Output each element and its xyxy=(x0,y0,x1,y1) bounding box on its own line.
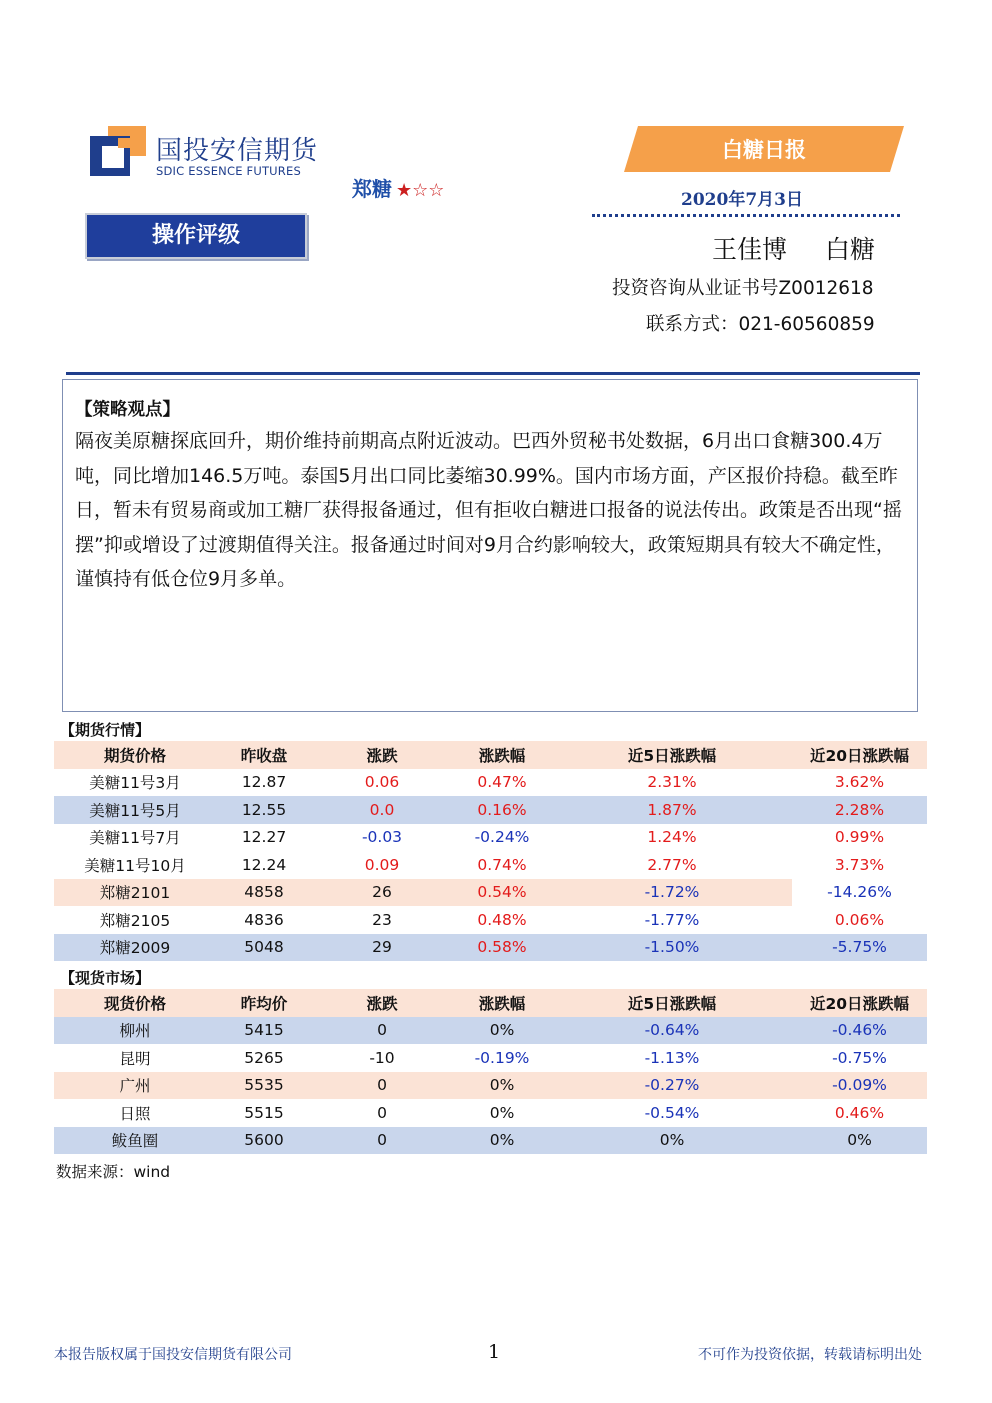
column-header: 涨跌幅 xyxy=(478,746,526,765)
change-pct: 0.47% xyxy=(477,773,527,792)
change-pct: 0.48% xyxy=(477,910,527,929)
change-5d: 0% xyxy=(659,1131,685,1150)
futures-header-row xyxy=(54,741,927,769)
table-row xyxy=(54,1017,927,1045)
table-row xyxy=(54,906,927,934)
company-name-en: SDIC ESSENCE FUTURES xyxy=(156,164,301,178)
header-divider xyxy=(66,372,920,375)
company-logo xyxy=(88,124,318,180)
prev-close: 5048 xyxy=(244,938,284,957)
table-row xyxy=(54,1044,927,1072)
change: -10 xyxy=(369,1048,395,1067)
change: 0 xyxy=(377,1103,387,1122)
contact-info: 联系方式：021-60560859 xyxy=(646,314,875,335)
prev-close: 12.27 xyxy=(241,828,287,847)
change-20d: -0.75% xyxy=(832,1048,887,1067)
company-name-cn: 国投安信期货 xyxy=(156,136,319,166)
author-name: 王佳博 xyxy=(712,235,788,264)
market-name: 柳州 xyxy=(119,1022,151,1041)
prev-avg: 5535 xyxy=(244,1076,284,1095)
change-pct: -0.19% xyxy=(474,1048,530,1067)
column-header: 近5日涨跌幅 xyxy=(627,994,717,1013)
table-row xyxy=(54,1099,927,1127)
prev-close: 12.87 xyxy=(241,773,287,792)
table-row xyxy=(54,1072,927,1100)
footer-copyright: 本报告版权属于国投安信期货有限公司 xyxy=(54,1347,292,1363)
author-line xyxy=(712,230,875,266)
table-row xyxy=(54,769,927,797)
table-row xyxy=(54,824,927,852)
change: 23 xyxy=(372,910,392,929)
prev-avg: 5265 xyxy=(244,1048,284,1067)
change-20d: -0.46% xyxy=(832,1021,887,1040)
change-5d: -1.13% xyxy=(644,1048,700,1067)
sector-name: 白糖 xyxy=(825,235,876,264)
change-pct: 0% xyxy=(489,1131,515,1150)
change-5d: 2.77% xyxy=(647,855,697,874)
change-5d: -0.64% xyxy=(644,1021,700,1040)
table-row xyxy=(54,934,927,962)
contract-name: 美糖11号10月 xyxy=(84,856,186,875)
prev-close: 12.24 xyxy=(241,855,287,874)
column-header: 近20日涨跌幅 xyxy=(809,746,910,765)
contract-name: 美糖11号5月 xyxy=(89,801,181,820)
change-20d: 0.99% xyxy=(834,828,885,847)
change-5d: -0.54% xyxy=(644,1103,700,1122)
spot-table xyxy=(54,989,927,1154)
rating-stars: ★☆☆ xyxy=(396,180,445,201)
product-rating xyxy=(352,173,444,202)
change-pct: 0.16% xyxy=(477,800,527,819)
change-pct: 0% xyxy=(489,1103,515,1122)
operation-rating-label: 操作评级 xyxy=(85,213,307,259)
dotted-divider xyxy=(592,214,900,217)
footer-disclaimer: 不可作为投资依据，转载请标明出处 xyxy=(698,1347,922,1363)
strategy-box xyxy=(62,379,918,712)
data-source: 数据来源：wind xyxy=(56,1163,171,1181)
change-pct: 0% xyxy=(489,1076,515,1095)
certificate-number: 投资咨询从业证书号Z0012618 xyxy=(612,278,874,299)
change: 26 xyxy=(372,883,392,902)
change-20d: 3.73% xyxy=(834,855,885,874)
prev-avg: 5515 xyxy=(244,1103,284,1122)
contract-name: 郑糖2101 xyxy=(99,884,171,903)
contract-name: 郑糖2009 xyxy=(99,939,171,958)
table-row xyxy=(54,796,927,824)
table-row xyxy=(54,879,927,907)
column-header: 涨跌幅 xyxy=(478,994,526,1013)
strategy-heading: 【策略观点】 xyxy=(75,400,180,420)
contract-name: 美糖11号7月 xyxy=(89,829,181,848)
change: 29 xyxy=(372,938,392,957)
change-20d: -5.75% xyxy=(832,938,887,957)
column-header: 现货价格 xyxy=(103,994,166,1013)
change-pct: 0% xyxy=(489,1021,515,1040)
report-type: 白糖日报 xyxy=(722,138,806,162)
column-header: 近20日涨跌幅 xyxy=(809,994,910,1013)
prev-avg: 5600 xyxy=(244,1131,284,1150)
change: -0.03 xyxy=(361,828,403,847)
market-name: 日照 xyxy=(119,1104,151,1123)
strategy-text: 隔夜美原糖探底回升，期价维持前期高点附近波动。巴西外贸秘书处数据，6月出口食糖300.4万吨，同比增加146.5万吨。泰国5月出口同比萎缩30.99%。国内市场方面，产区报价持稳。截至昨日，暂未有贸易商或加工糖厂获得报备通过，但有拒收白糖进口报备的说法传出。政策是否出现“摇摆”抑或增设了过渡期值得关注。报备通过时间对9月合约影响较大，政策短期具有较大不确定性，谨慎持有低仓位9月多单。 xyxy=(75,430,902,590)
change-20d: 0% xyxy=(847,1131,872,1150)
contract-name: 美糖11号3月 xyxy=(89,774,181,793)
contract-name: 郑糖2105 xyxy=(99,911,171,930)
change-pct: 0.74% xyxy=(477,855,527,874)
change-5d: -1.50% xyxy=(644,938,700,957)
prev-avg: 5415 xyxy=(244,1021,284,1040)
change-5d: 1.87% xyxy=(647,800,697,819)
market-name: 昆明 xyxy=(119,1049,151,1068)
change-5d: -1.77% xyxy=(644,910,700,929)
market-name: 鲅鱼圈 xyxy=(111,1132,159,1151)
prev-close: 4858 xyxy=(244,883,284,902)
change-20d: 2.28% xyxy=(834,800,885,819)
futures-section-label: 【期货行情】 xyxy=(60,721,151,739)
change: 0.0 xyxy=(369,800,395,819)
change: 0 xyxy=(377,1131,387,1150)
futures-table xyxy=(54,741,927,961)
change-5d: -0.27% xyxy=(644,1076,700,1095)
change: 0.09 xyxy=(364,855,400,874)
prev-close: 4836 xyxy=(244,910,284,929)
column-header: 近5日涨跌幅 xyxy=(627,746,717,765)
change-20d: 0.06% xyxy=(834,910,885,929)
change-5d: 1.24% xyxy=(647,828,697,847)
table-row xyxy=(54,851,927,879)
column-header: 涨跌 xyxy=(366,994,398,1013)
column-header: 期货价格 xyxy=(103,746,166,765)
logo-mark-icon xyxy=(88,124,148,180)
change-20d: -0.09% xyxy=(832,1076,887,1095)
spot-header-row xyxy=(54,989,927,1017)
market-name: 广州 xyxy=(119,1077,151,1096)
prev-close: 12.55 xyxy=(241,800,287,819)
change-20d: -14.26% xyxy=(792,879,927,907)
change: 0.06 xyxy=(364,773,400,792)
report-type-banner xyxy=(624,126,904,172)
change-pct: -0.24% xyxy=(474,828,530,847)
change-20d: 0.46% xyxy=(834,1103,885,1122)
product-name: 郑糖 xyxy=(352,177,392,201)
page-number: 1 xyxy=(488,1341,501,1363)
change-5d: 2.31% xyxy=(647,773,697,792)
spot-section-label: 【现货市场】 xyxy=(60,969,151,987)
change-pct: 0.54% xyxy=(477,883,527,902)
change-5d: -1.72% xyxy=(644,883,700,902)
change-20d: 3.62% xyxy=(834,773,885,792)
change: 0 xyxy=(377,1076,387,1095)
change: 0 xyxy=(377,1021,387,1040)
table-row xyxy=(54,1127,927,1155)
report-date: 2020年7月3日 xyxy=(681,190,803,210)
column-header: 昨收盘 xyxy=(240,746,288,765)
change-pct: 0.58% xyxy=(477,938,527,957)
column-header: 涨跌 xyxy=(366,746,398,765)
column-header: 昨均价 xyxy=(240,994,288,1013)
